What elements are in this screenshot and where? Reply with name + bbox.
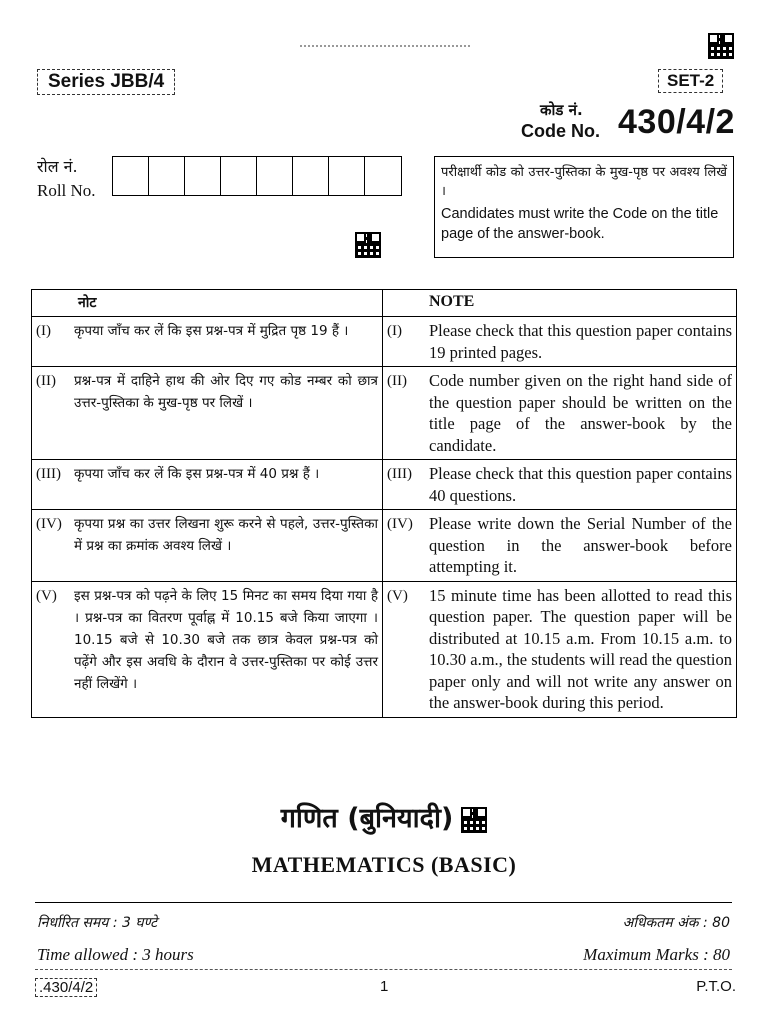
time-allowed-english: Time allowed : 3 hours	[37, 945, 194, 964]
note-number: (IV)	[387, 516, 413, 532]
code-label-english: Code No.	[521, 121, 600, 141]
note-number: (II)	[36, 373, 56, 389]
instruction-hindi: परीक्षार्थी कोड को उत्तर-पुस्तिका के मुख-पृष्ठ पर अवश्य लिखें ।	[441, 165, 727, 199]
note-text-hindi: कृपया प्रश्न का उत्तर लिखना शुरू करने से पहले, उत्तर-पुस्तिका में प्रश्न का क्रमांक अवश्य लिखें ।	[74, 516, 378, 554]
roll-label-english: Roll No.	[37, 181, 96, 200]
note-number: (I)	[36, 323, 51, 339]
roll-digit-box[interactable]	[257, 157, 293, 195]
footer-code: .430/4/2	[35, 978, 97, 997]
roll-digit-box[interactable]	[293, 157, 329, 195]
note-number: (III)	[387, 466, 412, 482]
roll-digit-box[interactable]	[329, 157, 365, 195]
note-row	[32, 460, 737, 510]
note-number: (V)	[387, 587, 408, 604]
notes-heading-hi-text: नोट	[78, 295, 97, 311]
note-row	[32, 367, 737, 460]
page-number: 1	[380, 978, 389, 995]
subject-title-hindi	[0, 798, 768, 835]
instruction-english: Candidates must write the Code on the title page of the answer-book.	[441, 206, 719, 242]
code-number: 430/4/2	[618, 103, 735, 141]
divider-line	[35, 969, 732, 970]
series-label: Series JBB/4	[37, 69, 175, 95]
pto-label: P.T.O.	[696, 978, 736, 995]
note-row	[32, 317, 737, 367]
note-number: (V)	[36, 587, 57, 604]
code-label-hindi: कोड नं.	[540, 101, 583, 119]
note-text-hindi: प्रश्न-पत्र में दाहिने हाथ की ओर दिए गए कोड नम्बर को छात्र उत्तर-पुस्तिका के मुख-पृष्ठ पर लिखें ।	[74, 373, 378, 411]
qr-code-icon	[461, 807, 487, 833]
note-text-english: Please write down the Serial Number of the question in the answer-book before attempting it.	[429, 514, 732, 576]
subject-title-english: MATHEMATICS (BASIC)	[251, 852, 517, 877]
candidate-instruction-box	[434, 156, 734, 258]
roll-digit-box[interactable]	[221, 157, 257, 195]
note-text-english: Please check that this question paper contains 40 questions.	[429, 464, 732, 505]
set-label: SET-2	[658, 69, 723, 93]
top-dotted-line	[300, 45, 470, 47]
note-row	[32, 510, 737, 582]
divider-line	[35, 902, 732, 903]
subject-title-hindi-text: गणित (बुनियादी)	[280, 803, 454, 834]
roll-digit-box[interactable]	[185, 157, 221, 195]
roll-digit-box[interactable]	[113, 157, 149, 195]
roll-digit-box[interactable]	[149, 157, 185, 195]
max-marks-english: Maximum Marks : 80	[583, 945, 730, 964]
note-text-hindi: इस प्रश्न-पत्र को पढ़ने के लिए 15 मिनट का समय दिया गया है । प्रश्न-पत्र का वितरण पूर्वाह्न में 10.15 बजे किया जाएगा । 10.15 बजे से 10.30 बजे तक छात्र केवल प्रश्न-पत्र को पढ़ेंगे और इस अवधि के दौरान वे उत्तर-पुस्तिका पर कोई उत्तर नहीं लिखेंगे ।	[74, 587, 378, 692]
note-text-hindi: कृपया जाँच कर लें कि इस प्रश्न-पत्र में मुद्रित पृष्ठ 19 हैं ।	[74, 323, 349, 339]
note-number: (III)	[36, 466, 61, 482]
note-text-hindi: कृपया जाँच कर लें कि इस प्रश्न-पत्र में 40 प्रश्न हैं ।	[74, 466, 320, 482]
note-number: (I)	[387, 323, 402, 339]
notes-heading-hindi	[32, 290, 383, 317]
notes-heading-en-text: NOTE	[429, 293, 475, 310]
qr-code-icon	[355, 232, 381, 258]
note-row	[32, 581, 737, 717]
time-allowed-hindi: निर्धारित समय : 3 घण्टे	[37, 915, 158, 931]
note-number: (II)	[387, 373, 407, 389]
roll-number-boxes[interactable]	[112, 156, 402, 196]
max-marks-hindi: अधिकतम अंक : 80	[622, 915, 730, 931]
notes-heading-english	[383, 290, 737, 317]
roll-label-hindi: रोल नं.	[37, 157, 78, 176]
roll-digit-box[interactable]	[365, 157, 401, 195]
note-number: (IV)	[36, 516, 62, 532]
note-text-english: Code number given on the right hand side of the question paper should be written on the title page of the answer-book by the candidate.	[429, 371, 732, 455]
note-text-english: Please check that this question paper contains 19 printed pages.	[429, 321, 732, 362]
qr-code-icon	[708, 33, 734, 59]
notes-table	[31, 289, 737, 718]
note-text-english: 15 minute time has been allotted to read this question paper. The question paper will be distributed at 10.15 a.m. From 10.15 a.m. to 10.30 a.m., the students will read the question paper only and will not write any answer on the answer-book during this period.	[429, 585, 732, 712]
